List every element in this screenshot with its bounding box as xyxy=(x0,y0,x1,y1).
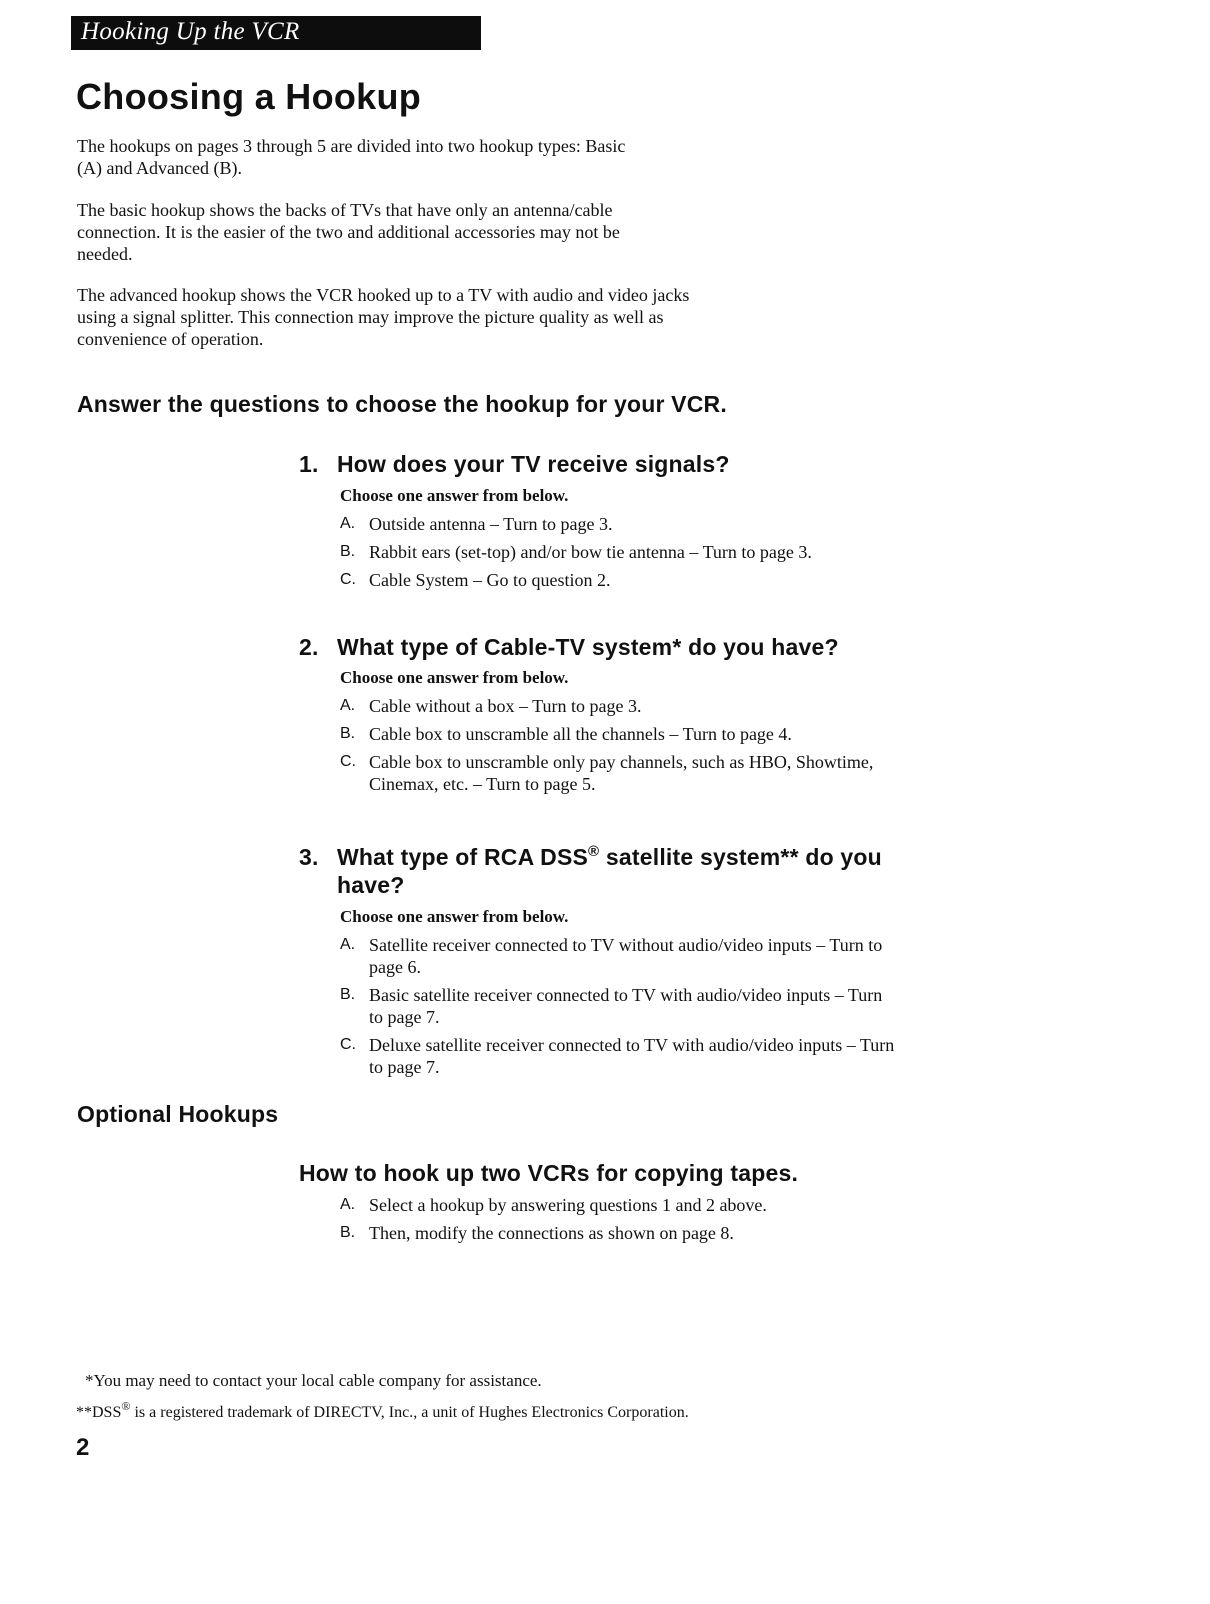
answer-2b xyxy=(340,723,940,745)
page-number: 2 xyxy=(76,1434,90,1461)
answer-text: Basic satellite receiver connected to TV with audio/video inputs – Turn to page 7. xyxy=(369,985,883,1027)
question-3-number: 3. xyxy=(299,844,319,870)
registered-mark: ® xyxy=(121,1399,131,1413)
footnote-dss-prefix: **DSS xyxy=(76,1404,122,1421)
footnote-dss-text: is a registered trademark of DIRECTV, Inc., a unit of Hughes Electronics Corporation. xyxy=(130,1404,689,1421)
answer-1a xyxy=(340,513,940,535)
step-text: Then, modify the connections as shown on page 8. xyxy=(369,1223,734,1243)
answer-3c xyxy=(340,1034,900,1078)
question-3-answers xyxy=(340,934,900,1084)
question-1-instruction: Choose one answer from below. xyxy=(340,486,569,505)
step-text: Select a hookup by answering questions 1 and 2 above. xyxy=(369,1195,767,1215)
answer-letter: C. xyxy=(340,571,356,588)
question-2-instruction: Choose one answer from below. xyxy=(340,668,569,687)
answer-1b xyxy=(340,541,940,563)
answer-text: Cable System – Go to question 2. xyxy=(369,570,611,590)
answer-text: Cable box to unscramble only pay channels, such as HBO, Showtime, Cinemax, etc. – Turn to page 5. xyxy=(369,752,874,794)
answer-3a xyxy=(340,934,900,978)
question-2-answers xyxy=(340,695,940,801)
answer-text: Satellite receiver connected to TV without audio/video inputs – Turn to page 6. xyxy=(369,935,883,977)
answer-letter: A. xyxy=(340,515,356,532)
step-letter: B. xyxy=(340,1224,356,1241)
answer-letter: A. xyxy=(340,697,356,714)
question-3-instruction: Choose one answer from below. xyxy=(340,907,569,926)
section-header-label: Hooking Up the VCR xyxy=(81,18,300,45)
answer-3b xyxy=(340,984,900,1028)
question-1-number: 1. xyxy=(299,451,319,477)
intro-paragraph-2: The basic hookup shows the backs of TVs that have only an antenna/cable connection. It is the easier of the two and additional accessories may not be needed. xyxy=(77,200,620,264)
answer-letter: C. xyxy=(340,753,356,770)
question-2-title: What type of Cable-TV system* do you have? xyxy=(337,634,839,660)
answer-text: Rabbit ears (set-top) and/or bow tie antenna – Turn to page 3. xyxy=(369,542,812,562)
answer-letter: A. xyxy=(340,936,356,953)
question-2-heading xyxy=(299,633,939,661)
question-2-number: 2. xyxy=(299,634,319,660)
question-3-title-part: satellite system** do you have? xyxy=(337,844,882,898)
answer-2c xyxy=(340,751,940,795)
answer-letter: C. xyxy=(340,1036,356,1053)
optional-hookups-steps xyxy=(340,1194,940,1250)
registered-mark: ® xyxy=(588,843,600,860)
question-1-answers xyxy=(340,513,940,597)
optional-hookups-heading: Optional Hookups xyxy=(77,1101,279,1127)
answer-text: Deluxe satellite receiver connected to TV with audio/video inputs – Turn to page 7. xyxy=(369,1035,895,1077)
question-3-title-part: What type of RCA DSS xyxy=(337,844,589,870)
answer-letter: B. xyxy=(340,543,356,560)
answer-text: Cable without a box – Turn to page 3. xyxy=(369,696,642,716)
questions-heading: Answer the questions to choose the hookup for your VCR. xyxy=(77,391,727,417)
section-header-tab xyxy=(71,16,481,50)
footnote-dss xyxy=(76,1399,689,1424)
footnote-cable: *You may need to contact your local cable company for assistance. xyxy=(85,1371,542,1390)
answer-letter: B. xyxy=(340,725,356,742)
page-title: Choosing a Hookup xyxy=(76,76,422,117)
question-1-heading xyxy=(299,450,939,478)
answer-text: Outside antenna – Turn to page 3. xyxy=(369,514,613,534)
intro-paragraph-3: The advanced hookup shows the VCR hooked up to a TV with audio and video jacks using a signal splitter. This connection may improve the picture quality as well as convenience of operation. xyxy=(77,285,690,349)
optional-step-b xyxy=(340,1222,940,1244)
answer-1c xyxy=(340,569,940,591)
intro-paragraph-1: The hookups on pages 3 through 5 are divided into two hookup types: Basic (A) and Advanced (B). xyxy=(77,136,626,178)
step-letter: A. xyxy=(340,1196,356,1213)
optional-hookups-subheading: How to hook up two VCRs for copying tapes. xyxy=(299,1160,799,1186)
answer-2a xyxy=(340,695,940,717)
answer-text: Cable box to unscramble all the channels – Turn to page 4. xyxy=(369,724,792,744)
question-1-title: How does your TV receive signals? xyxy=(337,451,730,477)
answer-letter: B. xyxy=(340,986,356,1003)
question-3-title xyxy=(337,843,897,899)
question-3-heading xyxy=(299,843,939,899)
optional-step-a xyxy=(340,1194,940,1216)
